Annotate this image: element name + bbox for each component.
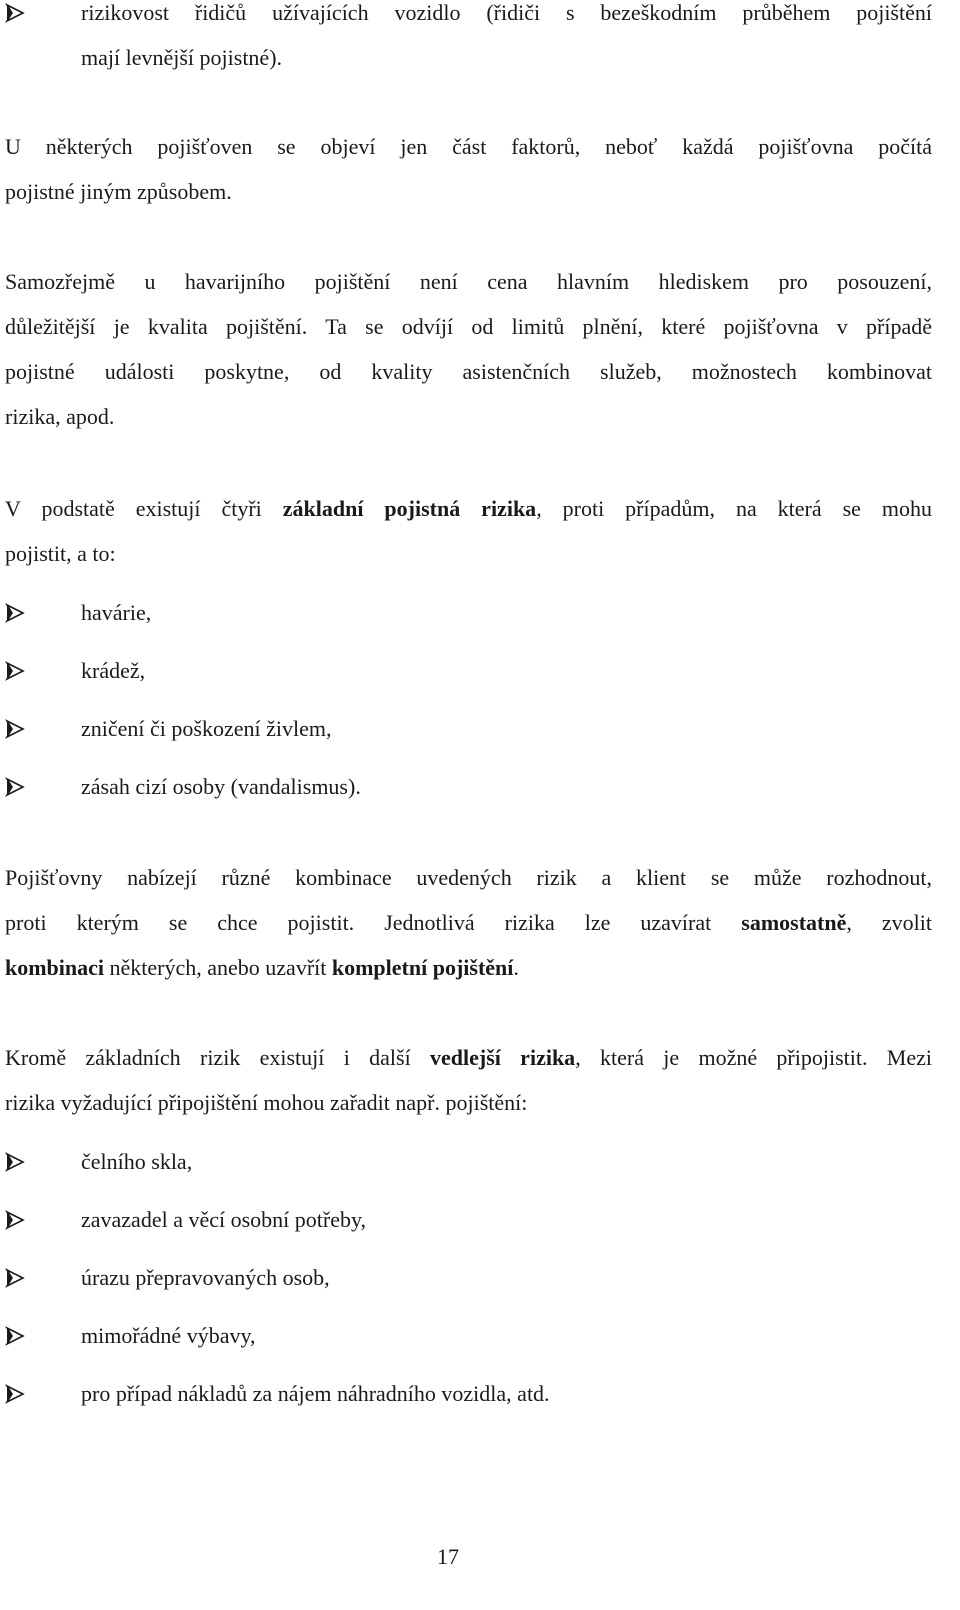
p4-line2-b: , zvolit (846, 910, 933, 935)
list-item-text: zničení či poškození živlem, (81, 716, 332, 741)
p4-line3-b: . (513, 955, 519, 980)
p5-line1-b: , která je možné připojistit. Mezi (575, 1045, 932, 1070)
p4-line3-bold2: kompletní pojištění (331, 955, 514, 980)
p1-line2: pojistné jiným způsobem. (5, 179, 232, 204)
list-item-text: pro případ nákladů za nájem náhradního vozidla, atd. (81, 1381, 550, 1406)
p3-line1-a: V podstatě existují čtyři (5, 496, 262, 521)
p4-line2 (5, 900, 932, 945)
p4-line2-a: proti kterým se chce pojistit. Jednotlivá rizika lze uzavírat (5, 910, 712, 935)
list-item-text: úrazu přepravovaných osob, (81, 1265, 330, 1290)
arrowhead-bullet-icon (5, 1313, 25, 1358)
p3-line1-b: , proti případům, na která se mohu (536, 496, 933, 521)
bullet-top-line2: mají levnější pojistné). (81, 45, 283, 70)
paragraph-quality (5, 259, 932, 439)
arrowhead-bullet-icon (5, 764, 25, 809)
p4-line2-bold: samostatně (741, 910, 847, 935)
list-item-text: havárie, (81, 600, 152, 625)
p2-line2-b: Ta se odvíjí od limitů plnění, které pojišťovna v případě (325, 314, 932, 339)
p5-line1 (5, 1035, 932, 1080)
arrowhead-bullet-icon (5, 1139, 25, 1184)
list-item-text: zavazadel a věcí osobní potřeby, (81, 1207, 367, 1232)
arrowhead-bullet-icon (5, 1371, 25, 1416)
paragraph-basic-risks (5, 486, 932, 576)
p5-line1-bold: vedlejší rizika (430, 1045, 576, 1070)
list-item-text: zásah cizí osoby (vandalismus). (81, 774, 361, 799)
p2-line4: rizika, apod. (5, 404, 115, 429)
arrowhead-bullet-icon (5, 0, 25, 35)
p2-line3: pojistné události poskytne, od kvality asistenčních služeb, možnostech kombinovat (5, 359, 932, 384)
p2-line2-a: důležitější je kvalita pojištění. (5, 314, 308, 339)
p2-line2 (5, 304, 932, 349)
bullet-top-item (81, 0, 932, 80)
arrowhead-bullet-icon (5, 648, 25, 693)
paragraph-secondary-risks (5, 1035, 932, 1125)
paragraph-factors (5, 124, 932, 214)
p1-line1: U některých pojišťoven se objeví jen část faktorů, neboť každá pojišťovna počítá (5, 134, 932, 159)
p4-line3 (5, 945, 932, 990)
arrowhead-bullet-icon (5, 1197, 25, 1242)
arrowhead-bullet-icon (5, 1255, 25, 1300)
bullet-top-line1: rizikovost řidičů užívajících vozidlo (řidiči s bezeškodním průběhem pojištění (81, 0, 932, 25)
p2-line1: Samozřejmě u havarijního pojištění není cena hlavním hlediskem pro posouzení, (5, 269, 932, 294)
p4-line3-bold1: kombinaci (5, 955, 105, 980)
paragraph-combinations (5, 855, 932, 990)
page-number: 17 (437, 1544, 459, 1569)
p5-line2: rizika vyžadující připojištění mohou zařadit např. pojištění: (5, 1090, 528, 1115)
p4-line1: Pojišťovny nabízejí různé kombinace uvedených rizik a klient se může rozhodnout, (5, 865, 932, 890)
list-item-text: čelního skla, (81, 1149, 193, 1174)
list-item-text: krádež, (81, 658, 146, 683)
arrowhead-bullet-icon (5, 590, 25, 635)
arrowhead-bullet-icon (5, 706, 25, 751)
p3-line2: pojistit, a to: (5, 541, 116, 566)
p3-line1-bold: základní pojistná rizika (282, 496, 537, 521)
p5-line1-a: Kromě základních rizik existují i další (5, 1045, 411, 1070)
p3-line1 (5, 486, 932, 531)
list-item-text: mimořádné výbavy, (81, 1323, 256, 1348)
p4-line3-a: některých, anebo uzavřít (104, 955, 332, 980)
